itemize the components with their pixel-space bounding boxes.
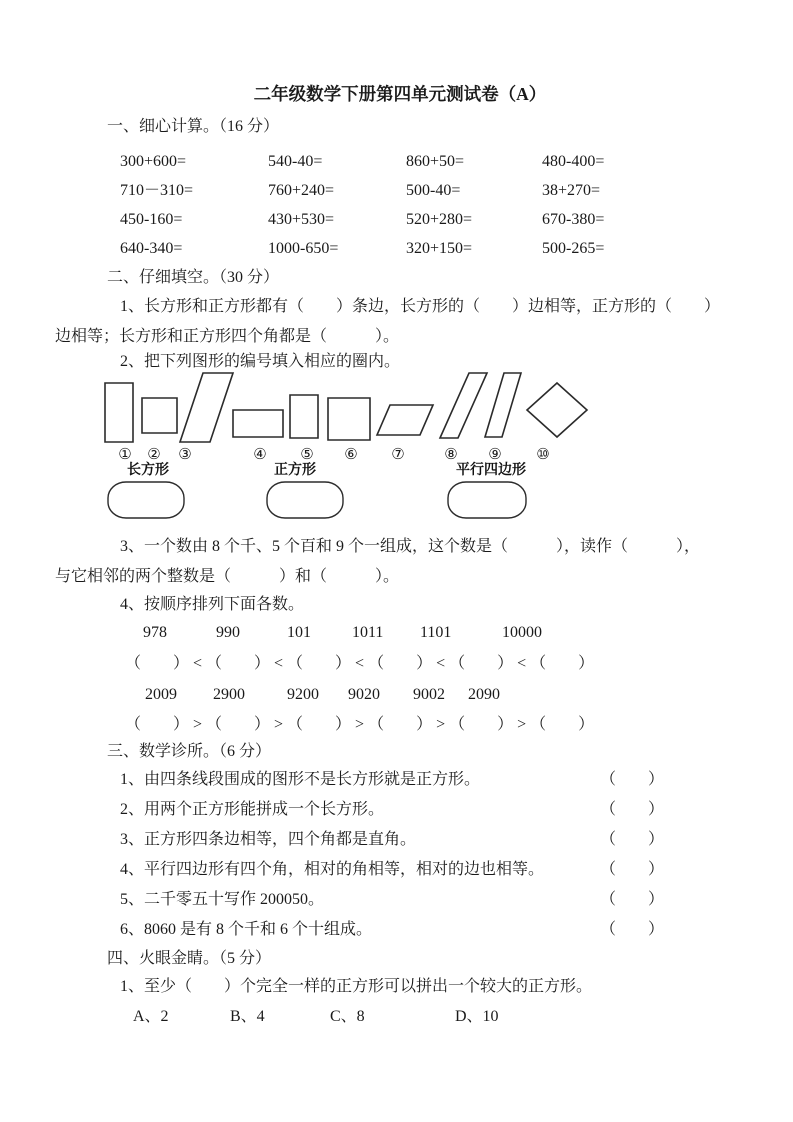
- answer-parentheses: （ ）: [600, 801, 665, 818]
- shape-10-diamond: [527, 383, 587, 437]
- sort-number: 990: [216, 624, 240, 641]
- bin-oval: [108, 482, 184, 518]
- shape-9-thin-parallelogram: [485, 373, 521, 437]
- shape-7-flat-parallelogram: [377, 405, 433, 435]
- choice-options-row: [55, 1002, 745, 1032]
- sort-compare-row-1: （ ） < （ ） < （ ） < （ ） < （ ） < （ ）: [125, 655, 595, 672]
- section4-heading: 四、火眼金睛。（5 分）: [107, 950, 272, 967]
- calc-expression: 500-265=: [542, 240, 605, 257]
- calc-expression: 540-40=: [268, 153, 323, 170]
- true-false-item: [55, 765, 745, 795]
- true-false-statement: 6、8060 是有 8 个千和 6 个十组成。: [120, 921, 373, 938]
- shape-number-label: ⑧: [444, 445, 458, 463]
- calc-row: [55, 147, 745, 176]
- answer-parentheses: （ ）: [600, 861, 665, 878]
- sort-numbers-row-1: [55, 618, 745, 648]
- sort-number: 2090: [468, 686, 500, 703]
- sort-number: 101: [287, 624, 311, 641]
- true-false-statement: 5、二千零五十写作 200050。: [120, 891, 325, 908]
- true-false-item: [55, 795, 745, 825]
- answer-parentheses: （ ）: [600, 921, 665, 938]
- sort-numbers-row-2: [55, 679, 745, 710]
- shape-number-label: ⑤: [300, 445, 314, 463]
- section2-heading: 二、仔细填空。（30 分）: [107, 269, 280, 286]
- true-false-item: [55, 855, 745, 885]
- shape-number-label: ⑨: [488, 445, 502, 463]
- fill-blank-q3-line1: 3、一个数由 8 个千、5 个百和 9 个一组成，这个数是（ ），读作（ ），: [120, 538, 701, 555]
- answer-parentheses: （ ）: [600, 831, 665, 848]
- shape-number-label: ③: [178, 445, 192, 463]
- calc-expression: 640-340=: [120, 240, 183, 257]
- true-false-list: [55, 765, 745, 945]
- true-false-item: [55, 915, 745, 945]
- fill-blank-q1-line1: 1、长方形和正方形都有（ ）条边，长方形的（ ）边相等，正方形的（ ）: [120, 298, 721, 315]
- sort-number: 9200: [287, 686, 319, 703]
- sort-number: 9002: [413, 686, 445, 703]
- answer-parentheses: （ ）: [600, 891, 665, 908]
- choice-option: A、2: [133, 1008, 169, 1025]
- calc-expression: 480-400=: [542, 153, 605, 170]
- calc-expression: 710－310=: [120, 182, 194, 199]
- page-title: 二年级数学下册第四单元测试卷（A）: [253, 84, 547, 104]
- shape-number-label: ①: [118, 445, 132, 463]
- calculation-grid: [55, 147, 745, 263]
- sort-number: 2900: [213, 686, 245, 703]
- fill-blank-q1-line2: 边相等；长方形和正方形四个角都是（ ）。: [55, 328, 400, 345]
- fill-blank-q2: 2、把下列图形的编号填入相应的圈内。: [120, 353, 401, 370]
- sort-compare-row-2: （ ） > （ ） > （ ） > （ ） > （ ） > （ ）: [125, 716, 595, 733]
- section1-heading: 一、细心计算。（16 分）: [107, 118, 280, 135]
- choice-option: B、4: [230, 1008, 265, 1025]
- shape-5-tall-rectangle: [290, 395, 318, 438]
- choice-question-1: 1、至少（ ）个完全一样的正方形可以拼出一个较大的正方形。: [120, 978, 593, 995]
- sort-number: 9020: [348, 686, 380, 703]
- true-false-statement: 2、用两个正方形能拼成一个长方形。: [120, 801, 385, 818]
- shape-number-label: ④: [253, 445, 267, 463]
- true-false-item: [55, 885, 745, 915]
- calc-expression: 38+270=: [542, 182, 601, 199]
- fill-blank-q4: 4、按顺序排列下面各数。: [120, 596, 305, 613]
- calc-expression: 450-160=: [120, 211, 183, 228]
- true-false-item: [55, 825, 745, 855]
- bin-label: 平行四边形: [456, 463, 526, 478]
- shape-number-label: ②: [147, 445, 161, 463]
- shape-3-slanted-parallelogram: [180, 373, 233, 442]
- bin-label: 正方形: [274, 463, 316, 478]
- fill-blank-q3-line2: 与它相邻的两个整数是（ ）和（ ）。: [55, 568, 400, 585]
- shape-2-square: [142, 398, 177, 433]
- calc-expression: 300+600=: [120, 153, 187, 170]
- calc-row: [55, 234, 745, 263]
- shape-number-label: ⑥: [344, 445, 358, 463]
- sort-number: 1011: [352, 624, 384, 641]
- sort-number: 978: [143, 624, 167, 641]
- choice-option: C、8: [330, 1008, 365, 1025]
- calc-expression: 860+50=: [406, 153, 465, 170]
- section3-heading: 三、数学诊所。（6 分）: [107, 743, 272, 760]
- bin-oval: [448, 482, 526, 518]
- calc-expression: 1000-650=: [268, 240, 339, 257]
- answer-parentheses: （ ）: [600, 771, 665, 788]
- calc-row: [55, 176, 745, 205]
- shape-number-label: ⑩: [536, 445, 550, 463]
- calc-row: [55, 205, 745, 234]
- shape-4-wide-rectangle: [233, 410, 283, 437]
- shape-1-tall-rectangle: [105, 383, 133, 442]
- shape-number-label: ⑦: [391, 445, 405, 463]
- shape-6-square: [328, 398, 370, 440]
- sort-number: 1101: [420, 624, 452, 641]
- calc-expression: 670-380=: [542, 211, 605, 228]
- bin-label: 长方形: [127, 463, 169, 478]
- calc-expression: 760+240=: [268, 182, 335, 199]
- sort-number: 10000: [502, 624, 542, 641]
- true-false-statement: 3、正方形四条边相等，四个角都是直角。: [120, 831, 417, 848]
- calc-expression: 430+530=: [268, 211, 335, 228]
- shape-8-thin-parallelogram: [440, 373, 487, 438]
- bin-oval: [267, 482, 343, 518]
- true-false-statement: 1、由四条线段围成的图形不是长方形就是正方形。: [120, 771, 481, 788]
- calc-expression: 500-40=: [406, 182, 461, 199]
- true-false-statement: 4、平行四边形有四个角，相对的角相等，相对的边也相等。: [120, 861, 545, 878]
- calc-expression: 520+280=: [406, 211, 473, 228]
- calc-expression: 320+150=: [406, 240, 473, 257]
- choice-option: D、10: [455, 1008, 499, 1025]
- sort-number: 2009: [145, 686, 177, 703]
- shapes-figure: [55, 372, 745, 522]
